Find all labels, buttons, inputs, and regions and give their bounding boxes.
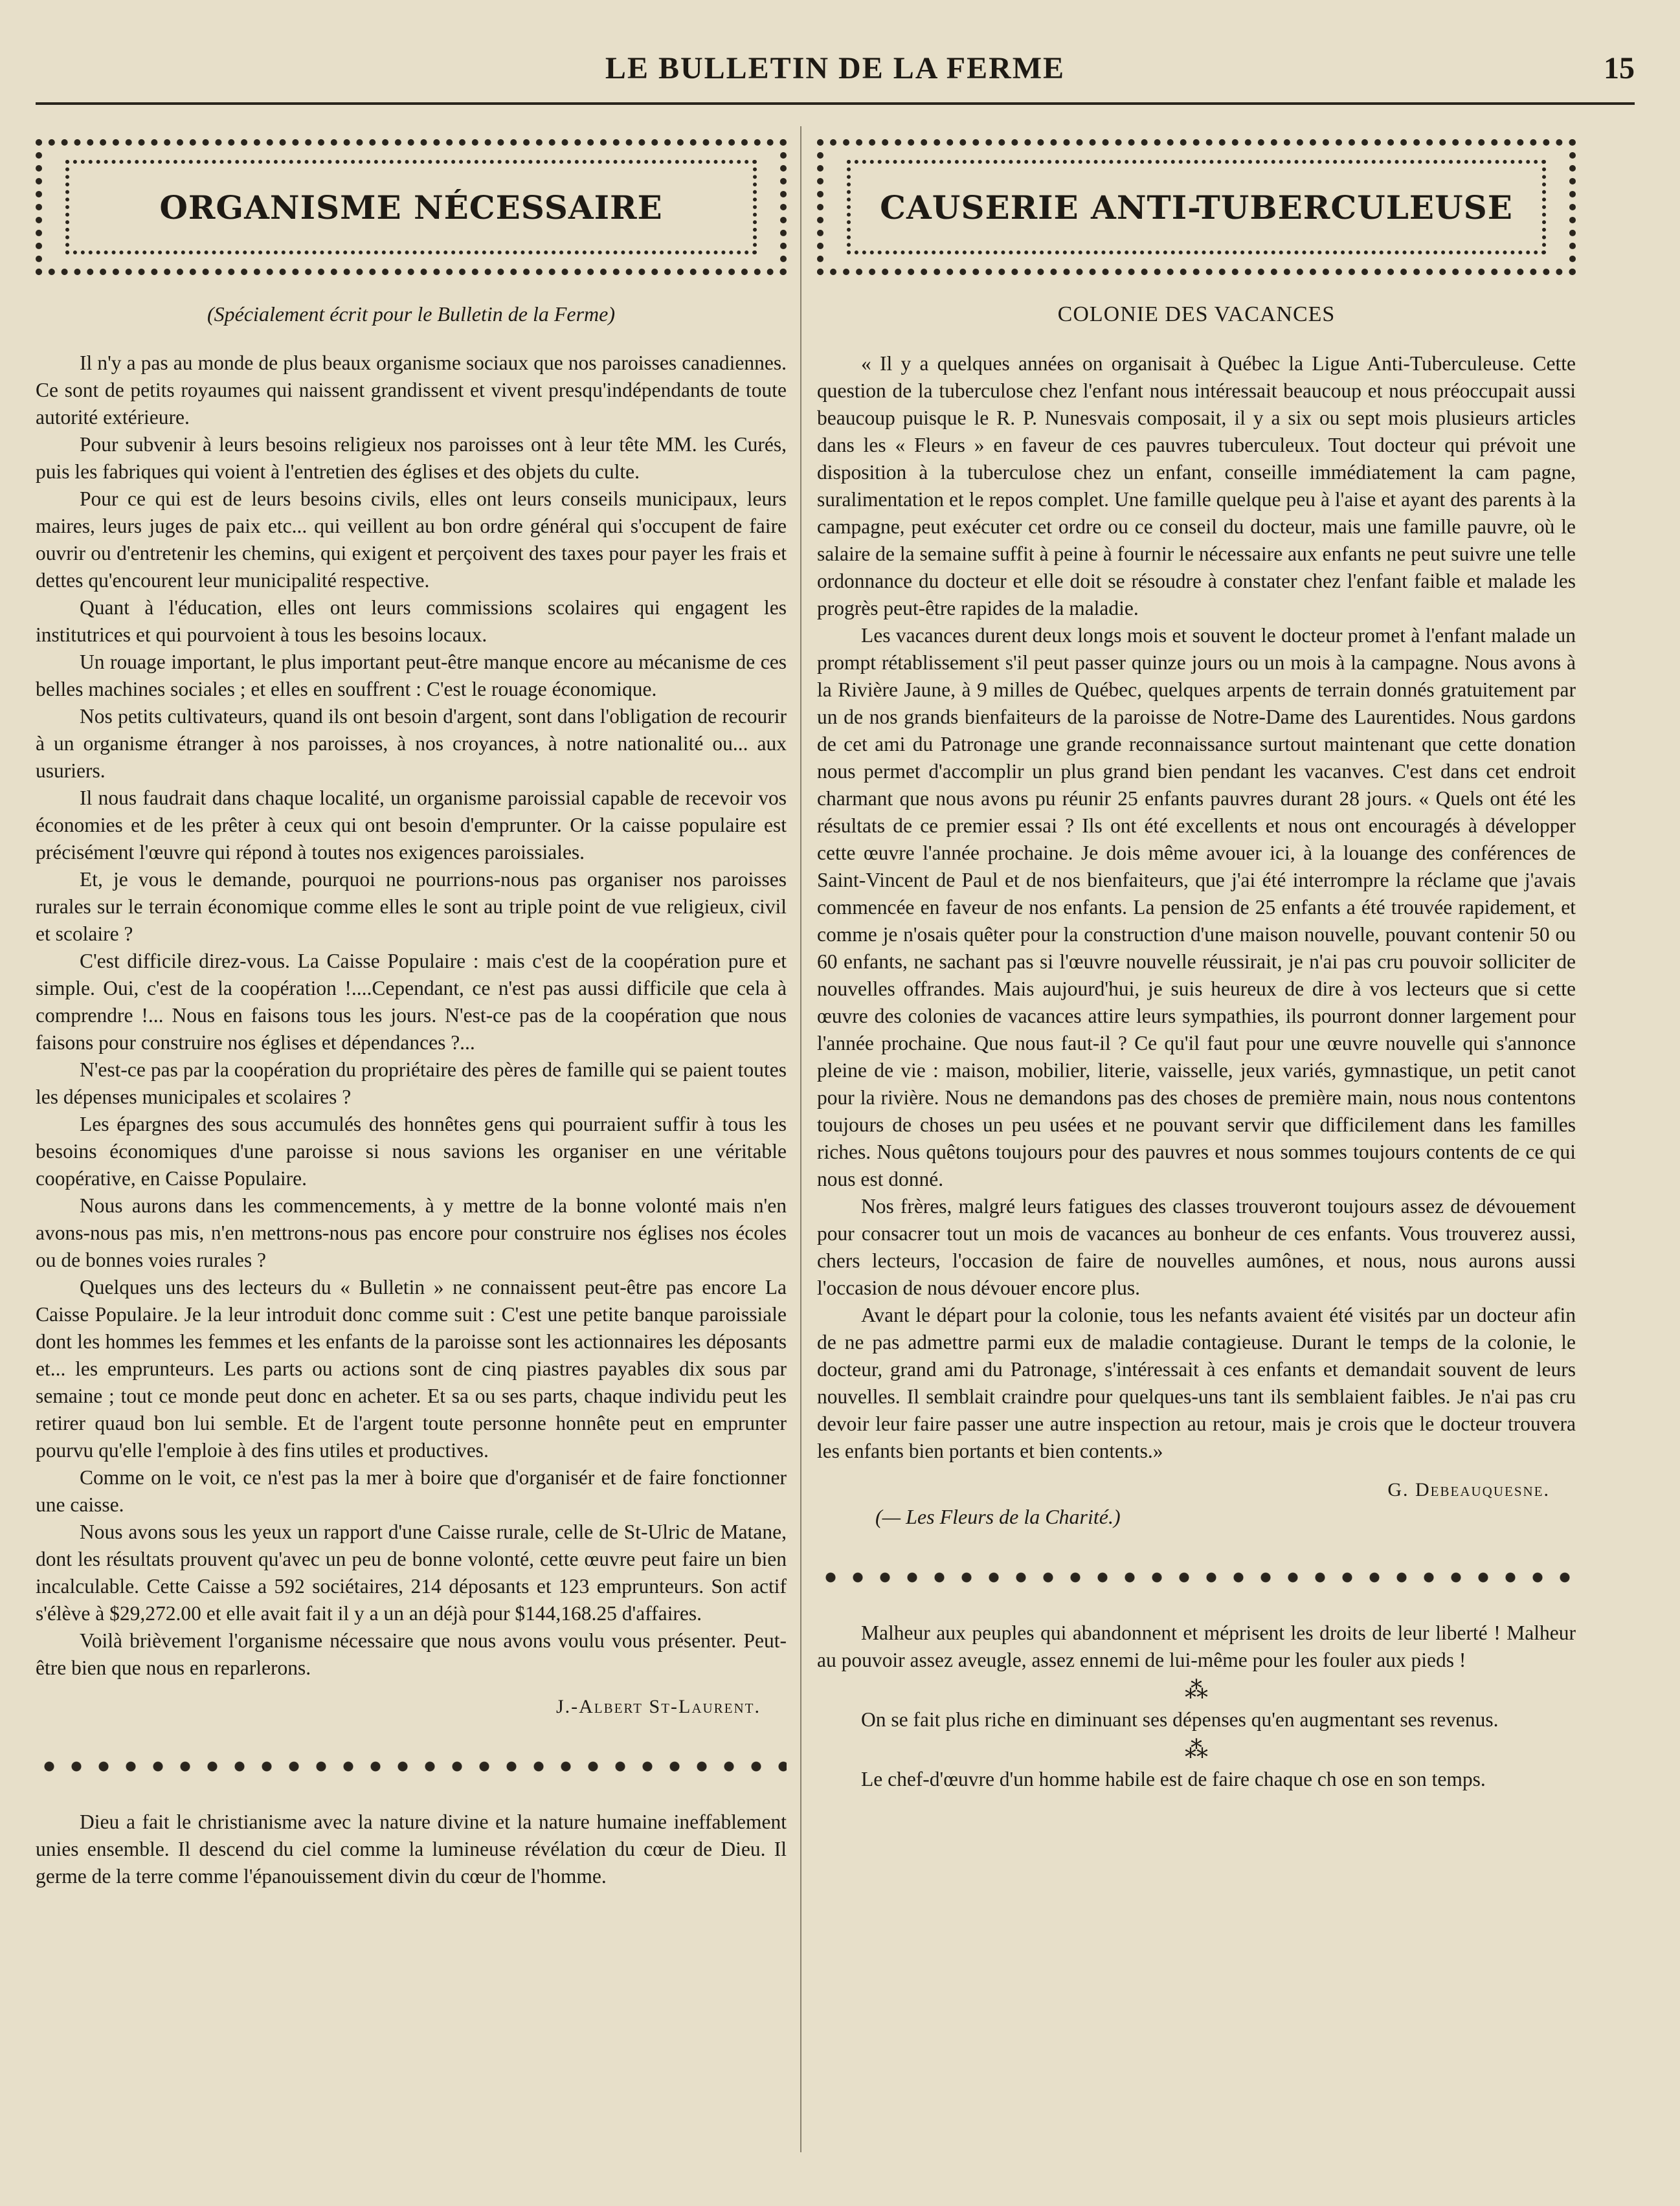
right-paragraph: « Il y a quelques années on organisait à Québec la Ligue Anti-Tuberculeuse. Cette question de la tuberculose chez l'enfant nous intéressait beaucoup et nous préoccupait aussi beaucoup puisque le R. P. Nunesvais composait, il y a six ou sept mois plusieurs articles dans les « Fleurs » en faveur de ces pauvres tuberculeux. Tout docteur qui prévoit une disposition à la tuberculose chez un enfant, conseille immédiatement la cam pagne, suralimentation et le repos complet. Une famille quelque peu à l'aise et ayant des parents à la campagne, peut exécuter cet ordre ou ce conseil du docteur, mais une famille pauvre, où le salaire de la semaine suffit à peine à fournir le nécessaire aux enfants ne peut suivre une telle ordonnance du docteur et elle doit se résoudre à constater chez l'enfant faible et malade les progrès peut-être rapides de la maladie. <box>817 352 1576 619</box>
left-paragraph: Et, je vous le demande, pourquoi ne pourrions-nous pas organiser nos paroisses rurales sur le terrain économique comme elles le sont au triple point de vue religieux, civil et scolaire ? <box>36 868 787 945</box>
right-subhead: COLONIE DES VACANCES <box>1057 302 1336 326</box>
right-title-frame <box>817 139 1576 275</box>
maxim: Malheur aux peuples qui abandonnent et méprisent les droits de leur liberté ! Malheur au pouvoir assez aveugle, assez ennemi de lui-même pour les fouler aux pieds ! <box>817 1621 1576 1671</box>
left-paragraph: Nous avons sous les yeux un rapport d'une Caisse rurale, celle de St-Ulric de Matane, dont les résultats prouvent qu'avec un peu de bonne volonté, cette œuvre peut faire un bien incalculable. Cette Caisse a 592 sociétaires, 214 déposants et 123 emprunteurs. Son actif s'élève à $29,272.00 et elle avait fait il y a un an déjà pour $144,168.25 d'affaires. <box>36 1521 787 1625</box>
left-closing-paragraph: Dieu a fait le christianisme avec la nature divine et la nature humaine ineffablement unies ensemble. Il descend du ciel comme la lumineuse révélation du cœur de Dieu. Il germe de la terre comme l'épanouissement divin du cœur de l'homme. <box>36 1810 787 1888</box>
right-paragraph: Avant le départ pour la colonie, tous les nefants avaient été visités par un docteur afin de ne pas admettre parmi eux de maladie contagieuse. Durant le temps de la colonie, le docteur, grand ami du Patronage, s'intéressait à ces enfants et demandait souvent de leurs nouvelles. Il semblait craindre pour quelques-uns tant ils semblaient faibles. Je n'ai pas cru devoir leur faire passer une autre inspection au retour, mais je crois que le docteur trouvera les enfants bien portants et bien contents.» <box>817 1304 1576 1462</box>
left-paragraph: Nos petits cultivateurs, quand ils ont besoin d'argent, sont dans l'obligation de recourir à un organisme étranger à nos paroisses, à nos croyances, à notre nationalité ou... aux usuriers. <box>36 705 787 782</box>
column-divider <box>800 126 801 2152</box>
left-paragraph: Voilà brièvement l'organisme nécessaire que nous avons voulu vous présenter. Peut-être bien que nous en reparlerons. <box>36 1629 787 1679</box>
left-signature: J.-Albert St-Laurent. <box>555 1696 761 1717</box>
right-signature: G. Debeauquesne. <box>1387 1479 1550 1500</box>
right-paragraph: Nos frères, malgré leurs fatigues des classes trouveront toujours assez de dévouement pour consacrer tout un mois de vacances au bonheur de ces enfants. Vous trouverez aussi, chers lecteurs, l'occasion de faire de nouvelles aumônes, et nous, nous aurons aussi l'occasion de nous dévouer encore plus. <box>817 1195 1576 1299</box>
left-paragraph: Pour ce qui est de leurs besoins civils, elles ont leurs conseils municipaux, leurs maires, leurs juges de paix etc... qui veillent au bon ordre général qui s'occupent de faire ouvrir ou d'entretenir les chemins, qui exigent et perçoivent des taxes pour payer les frais et dettes qu'encourent leur municipalité respective. <box>36 487 787 592</box>
left-paragraph: Nous aurons dans les commencements, à y mettre de la bonne volonté mais n'en avons-nous pas mis, n'en mettrons-nous pas encore pour construire nos églises nos écoles ou de bonnes voies rurales ? <box>36 1194 787 1271</box>
maxim: Le chef-d'œuvre d'un homme habile est de faire chaque ch ose en son temps. <box>861 1768 1486 1790</box>
left-paragraph: Il nous faudrait dans chaque localité, un organisme paroissial capable de recevoir vos économies et de les prêter à ceux qui ont besoin d'emprunter. Or la caisse populaire est précisément l'œuvre qui répond à toutes nos exigences paroissiales. <box>36 786 787 863</box>
right-title-frame-inner <box>847 160 1546 254</box>
maxim: On se fait plus riche en diminuant ses dépenses qu'en augmentant ses revenus. <box>861 1708 1499 1731</box>
left-paragraph: Comme on le voit, ce n'est pas la mer à boire que d'organisér et de faire fonctionner une caisse. <box>36 1466 787 1516</box>
left-column <box>36 139 787 1890</box>
right-source: (— Les Fleurs de la Charité.) <box>875 1505 1121 1528</box>
right-article-title: CAUSERIE ANTI-TUBERCULEUSE <box>880 188 1513 227</box>
left-paragraph: Il n'y a pas au monde de plus beaux organisme sociaux que nos paroisses canadiennes. Ce sont de petits royaumes qui naissent grandissent et vivent presqu'indépendants de toute autorité extérieure. <box>36 351 787 429</box>
right-column <box>817 139 1576 1793</box>
left-article-title: ORGANISME NÉCESSAIRE <box>159 188 663 227</box>
running-head <box>36 50 1635 96</box>
publication-title: LE BULLETIN DE LA FERME <box>605 51 1066 85</box>
left-byline-note: (Spécialement écrit pour le Bulletin de la Ferme) <box>207 302 615 326</box>
left-paragraph: Quelques uns des lecteurs du « Bulletin » ne connaissent peut-être pas encore La Caisse Populaire. Je la leur introduit donc comme suit : C'est une petite banque paroissiale dont les hommes les femmes et les enfants de la paroisse sont les actionnaires les déposants et... les emprunteurs. Les parts ou actions sont de cinq piastres payables dix sous par semaine ; tout ce monde peut donc en acheter. Et sa ou ses parts, chaque individu peut les retirer quaud bon lui semble. Et de l'argent toute personne honnête peut en emprunter pourvu qu'elle l'emploie à des fins utiles et productives. <box>36 1276 787 1462</box>
left-paragraph: N'est-ce pas par la coopération du propriétaire des pères de famille qui se paient toutes les dépenses municipales et scolaires ? <box>36 1058 787 1108</box>
asterism: ⁂ <box>1185 1677 1208 1703</box>
left-paragraph: Un rouage important, le plus important peut-être manque encore au mécanisme de ces belles machines sociales ; et elles en souffrent : C'est le rouage économique. <box>36 651 787 700</box>
right-paragraph: Les vacances durent deux longs mois et souvent le docteur promet à l'enfant malade un prompt rétablissement s'il peut passer quinze jours ou un mois à la campagne. Nous avons à la Rivière Jaune, à 9 milles de Québec, quelques arpents de terrain donnés gratuitement par un de nos grands bienfaiteurs de la paroisse de Notre-Dame des Laurentides. Nous gardons de cet ami du Patronage une grande reconnaissance surtout maintenant que cette donation nous permet d'accomplir un plus grand bien pendant les vacanves. C'est dans cet endroit charmant que nous avons pu réunir 25 enfants pauvres durant 28 jours. « Quels ont été les résultats de ce premier essai ? Ils ont été excellents et nous ont encouragés à développer cette œuvre l'année prochaine. Je dois même avouer ici, à la louange des conférences de Saint-Vincent de Paul et de nos bienfaiteurs, que j'ai été interrompre la réclame que j'avais commencée en faveur de nos enfants. La pension de 25 enfants a été trouvée rapidement, et comme je n'osais quêter pour la construction d'une maison nouvelle, pouvant contenir 50 ou 60 enfants, ne sachant pas si l'œuvre nouvelle réussirait, je n'ai pas cru pouvoir solliciter de nouvelles offrandes. Mais aujourd'hui, je suis heureux de dire à vos lecteurs que si cette œuvre des colonies de vacances attire leurs sympathies, ils pourront donner largement pour l'année prochaine. Que nous faut-il ? Ce qu'il faut pour une œuvre nouvelle qui s'annonce pleine de vie : maison, mobilier, literie, vaisselle, jeux variés, gymnastique, un petit canot pour la rivière. Nous ne demandons pas des choses de première main, nous nous contentons toujours de choses un peu usées et ne pouvant servir que difficilement dans les familles riches. Nous quêtons toujours pour des pauvres et nous sommes toujours contents de ce qui nous est donné. <box>817 624 1576 1190</box>
left-paragraph: C'est difficile direz-vous. La Caisse Populaire : mais c'est de la coopération pure et simple. Oui, c'est de la coopération !....Cependant, ce n'est pas aussi difficile que cela à comprendre !... Nous en faisons tous les jours. N'est-ce pas de la coopération que nous faisons pour construire nos églises et dépendances ?... <box>36 950 787 1054</box>
fleuron-divider <box>36 1757 787 1776</box>
header-rule <box>36 102 1635 105</box>
asterism: ⁂ <box>1185 1737 1208 1763</box>
left-paragraph: Les épargnes des sous accumulés des honnêtes gens qui pourraient suffir à tous les besoins économiques d'une paroisse si nous savions les organiser en une véritable coopérative, en Caisse Populaire. <box>36 1113 787 1190</box>
page-number: 15 <box>1604 51 1635 85</box>
left-title-frame-inner <box>65 160 757 254</box>
left-paragraph: Quant à l'éducation, elles ont leurs commissions scolaires qui engagent les institutrices et qui pourvoient à tous les besoins locaux. <box>36 596 787 646</box>
fleuron-divider <box>817 1568 1576 1587</box>
left-title-frame <box>36 139 787 275</box>
left-paragraph: Pour subvenir à leurs besoins religieux nos paroisses ont à leur tête MM. les Curés, puis les fabriques qui voient à l'entretien des églises et des objets du culte. <box>36 433 787 483</box>
